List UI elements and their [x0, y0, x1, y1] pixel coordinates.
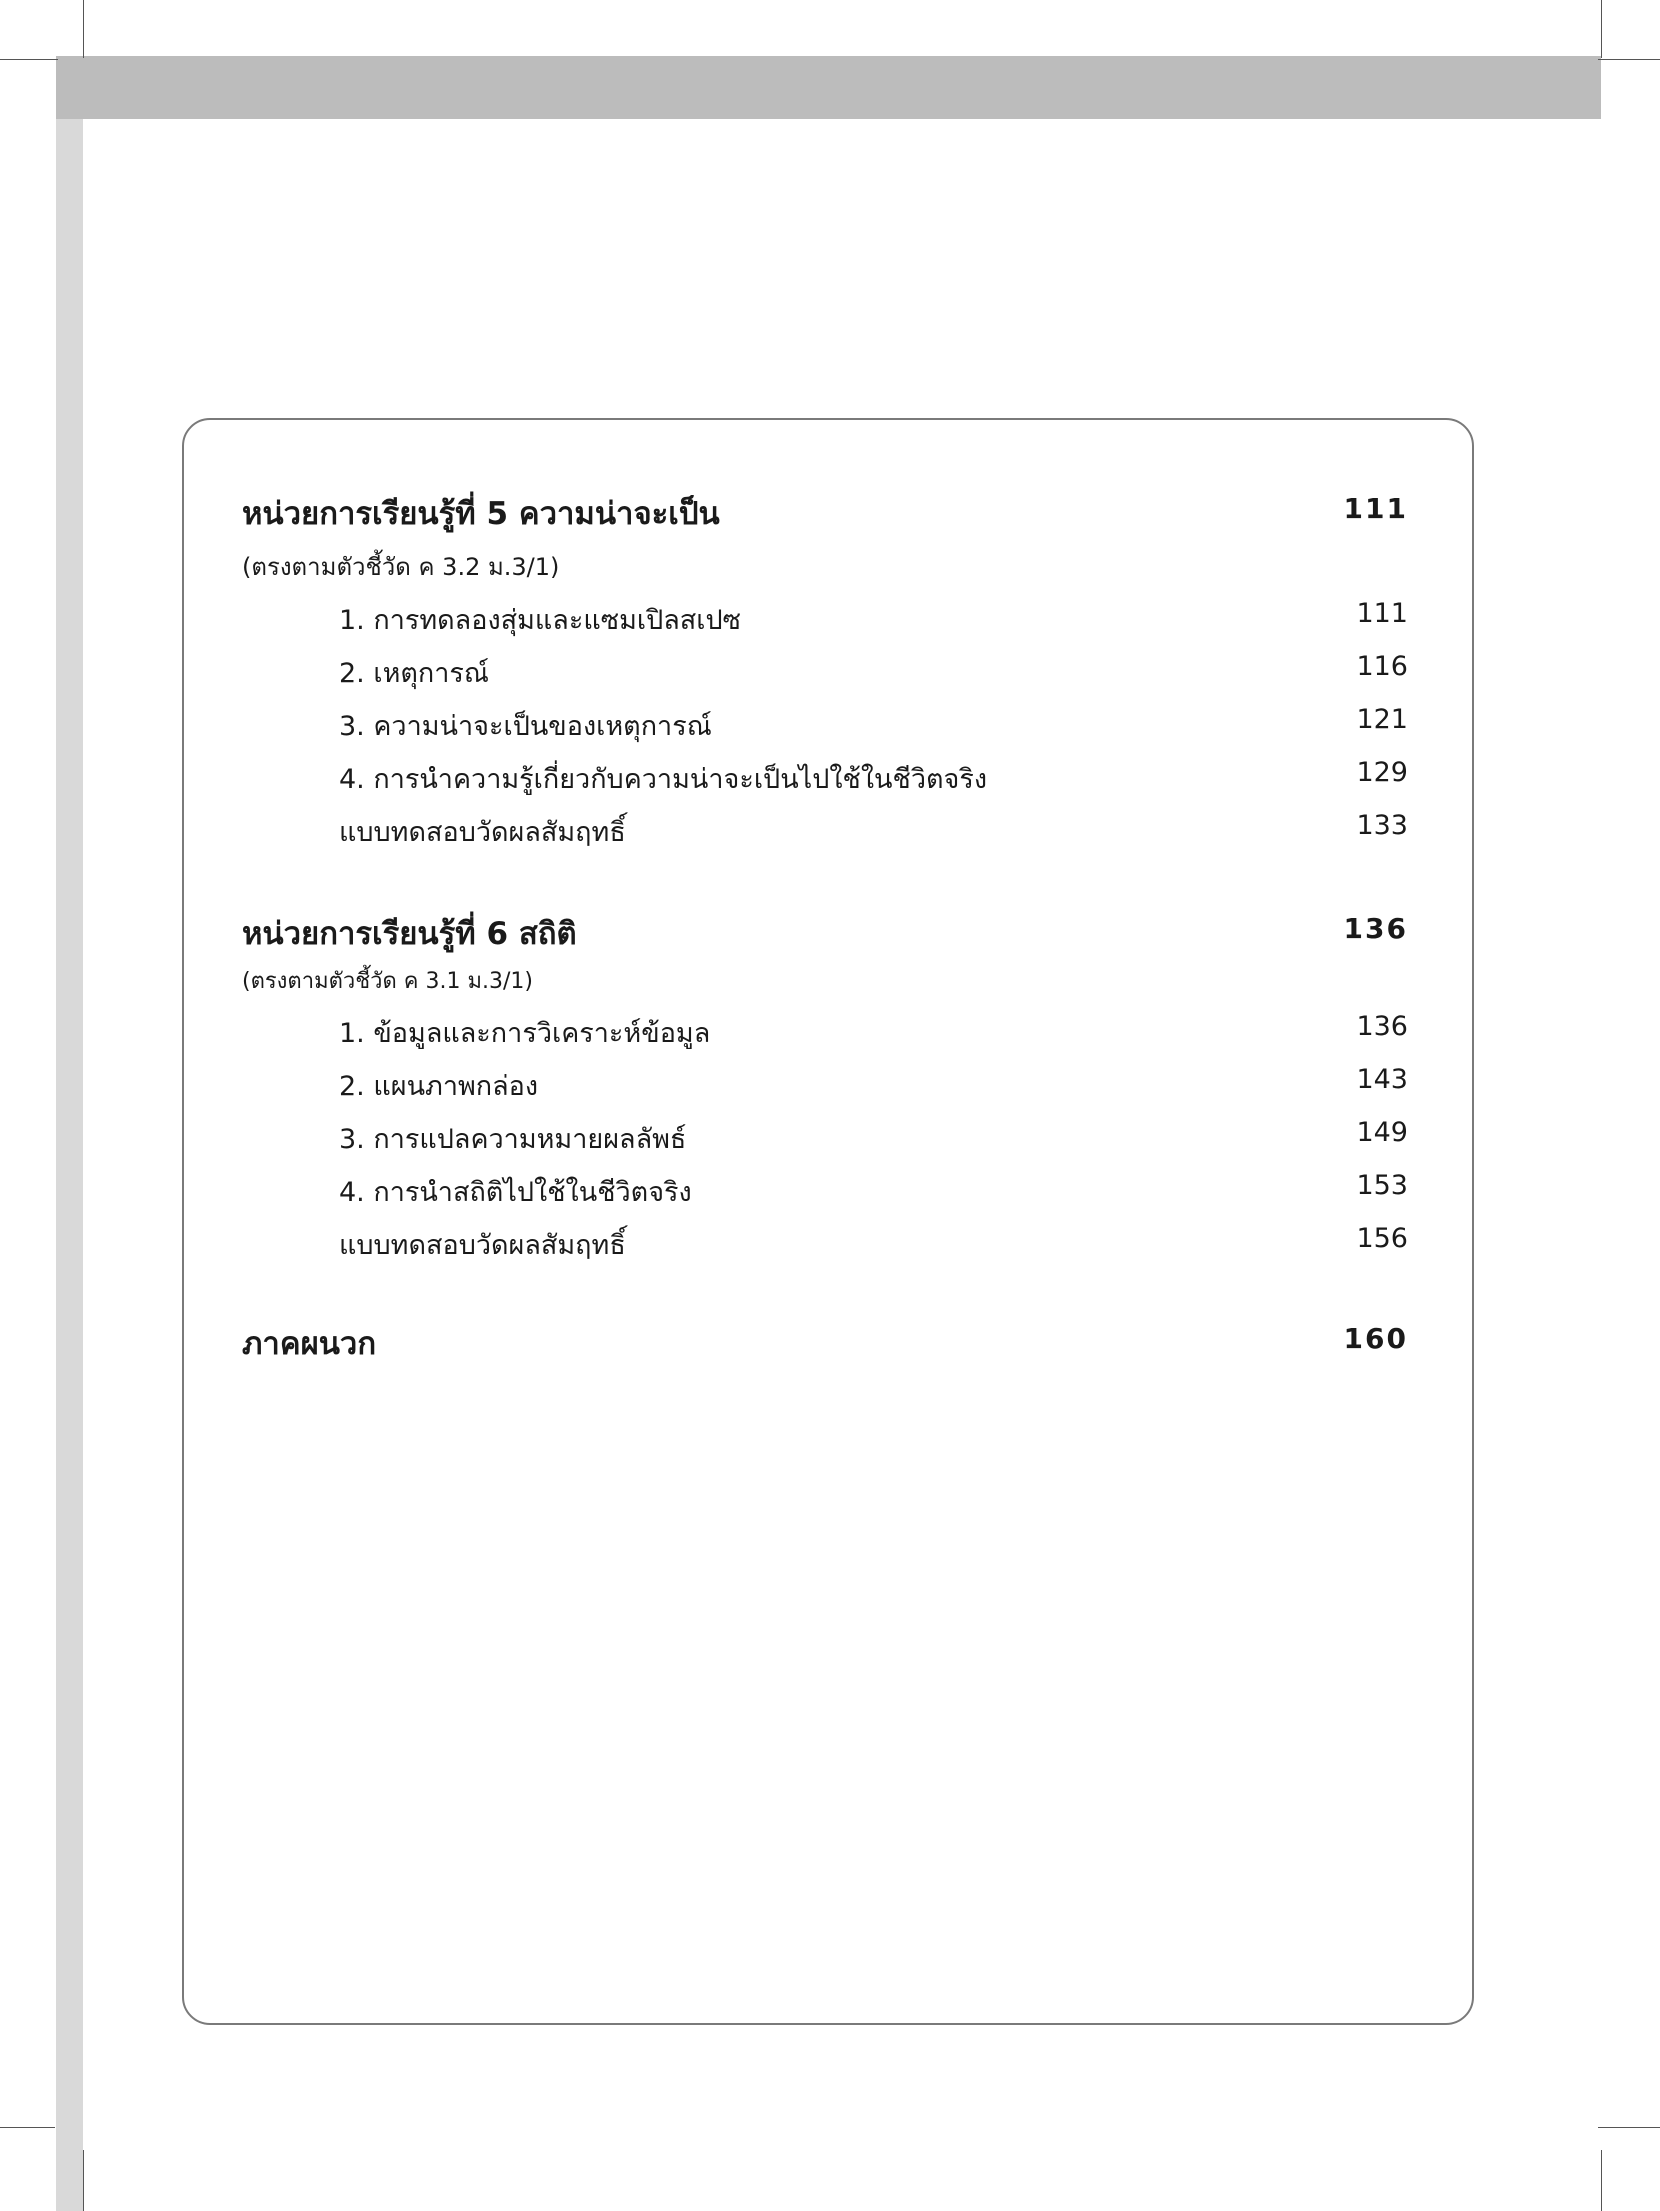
toc-item-title: 2. เหตุการณ์	[339, 658, 489, 689]
toc-item-title: 1. ข้อมูลและการวิเคราะห์ข้อมูล	[339, 1018, 711, 1049]
crop-mark	[1598, 2127, 1660, 2128]
toc-item-page: 116	[1356, 651, 1408, 682]
table-of-contents	[182, 418, 1474, 2025]
unit-title: หน่วยการเรียนรู้ที่ 5 ความน่าจะเป็น	[242, 496, 720, 532]
unit-page-number: 111	[1343, 492, 1408, 525]
toc-item-page: 143	[1356, 1064, 1408, 1095]
header-band	[56, 56, 1601, 119]
toc-item-page: 156	[1356, 1223, 1408, 1254]
toc-item-page: 136	[1356, 1011, 1408, 1042]
crop-mark	[1598, 59, 1660, 60]
toc-item-title: 3. การแปลความหมายผลลัพธ์	[339, 1124, 687, 1155]
toc-item-page: 153	[1356, 1170, 1408, 1201]
indicator-text: (ตรงตามตัวชี้วัด ค 3.2 ม.3/1)	[242, 553, 560, 581]
crop-mark	[83, 2150, 84, 2211]
unit-title: หน่วยการเรียนรู้ที่ 6 สถิติ	[242, 916, 577, 952]
crop-mark	[83, 0, 84, 58]
toc-item-page: 133	[1356, 810, 1408, 841]
crop-mark	[1601, 0, 1602, 58]
toc-item-page: 121	[1356, 704, 1408, 735]
crop-mark	[0, 2127, 55, 2128]
side-band	[56, 119, 83, 2211]
toc-item-title: 3. ความน่าจะเป็นของเหตุการณ์	[339, 711, 712, 742]
toc-item-title: แบบทดสอบวัดผลสัมฤทธิ์	[339, 1230, 626, 1261]
crop-mark	[1601, 2150, 1602, 2211]
indicator-text: (ตรงตามตัวชี้วัด ค 3.1 ม.3/1)	[242, 969, 533, 994]
toc-item-page: 149	[1356, 1117, 1408, 1148]
appendix-title: ภาคผนวก	[242, 1326, 377, 1362]
unit-page-number: 136	[1343, 912, 1408, 945]
crop-mark	[0, 59, 58, 60]
appendix-page-number: 160	[1343, 1322, 1408, 1355]
toc-item-title: 2. แผนภาพกล่อง	[339, 1071, 539, 1102]
toc-item-title: แบบทดสอบวัดผลสัมฤทธิ์	[339, 817, 626, 848]
toc-item-page: 129	[1356, 757, 1408, 788]
toc-item-page: 111	[1356, 598, 1408, 629]
toc-item-title: 4. การนำความรู้เกี่ยวกับความน่าจะเป็นไปใช้ในชีวิตจริง	[339, 764, 988, 795]
toc-item-title: 1. การทดลองสุ่มและแซมเปิลสเปซ	[339, 605, 741, 636]
toc-item-title: 4. การนำสถิติไปใช้ในชีวิตจริง	[339, 1177, 692, 1208]
